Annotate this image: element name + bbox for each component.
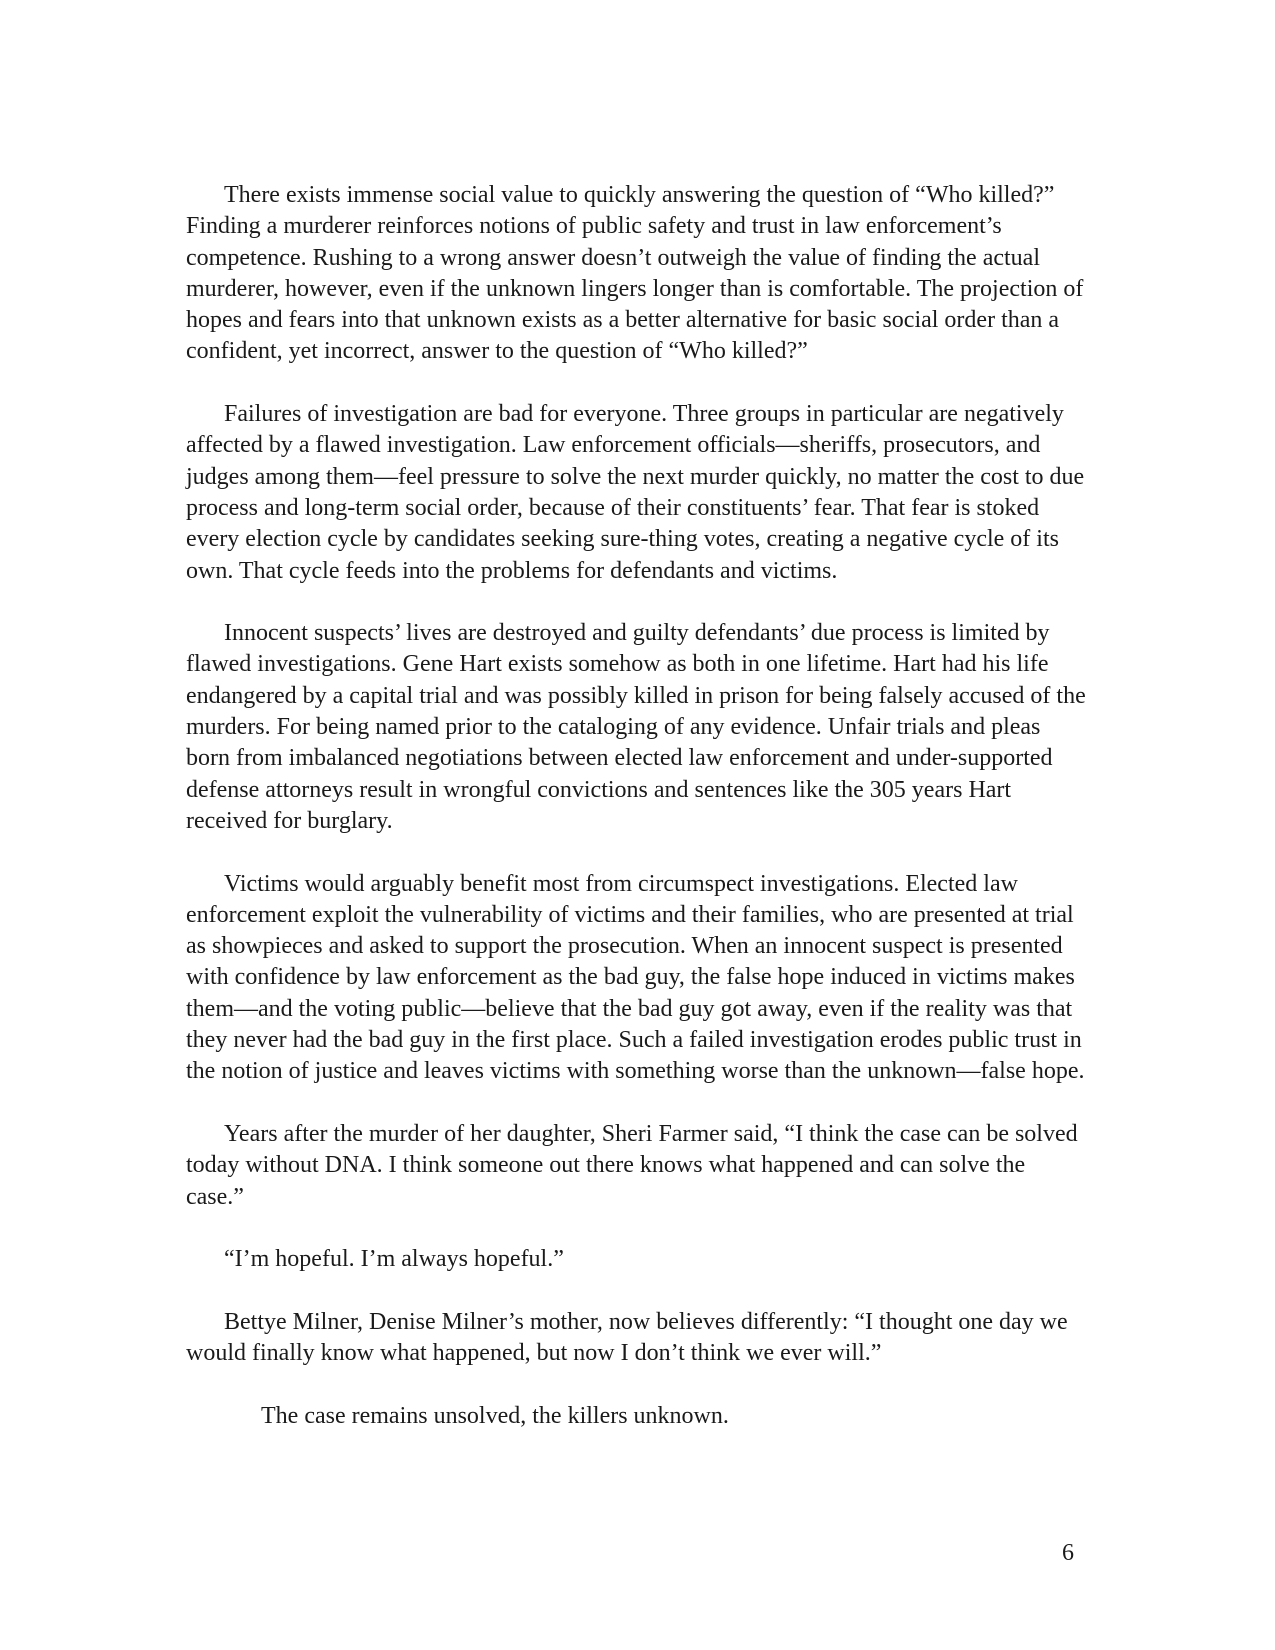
paragraph-victims: Victims would arguably benefit most from circumspect investigations. Elected law enforcement exploit the vulnerability of victims and their families, who are presented at trial as showpieces and asked to support the prosecution. When an innocent suspect is presented with confidence by law enforcement as the bad guy, the false hope induced in victims makes them—and the voting public—believe that the bad guy got away, even if the reality was that they never had the bad guy in the first place. Such a failed investigation erodes public trust in the notion of justice and leaves victims with something worse than the unknown—false hope.: [186, 870, 1085, 1085]
paragraph-social-value: There exists immense social value to quickly answering the question of “Who killed?” Finding a murderer reinforces notions of public safety and trust in law enforcement’s competence. Rushing to a wrong answer doesn’t outweigh the value of finding the actual murderer, however, even if the unknown lingers longer than is comfortable. The projection of hopes and fears into that unknown exists as a better alternative for basic social order than a confident, yet incorrect, answer to the question of “Who killed?”: [186, 182, 1084, 365]
paragraph-bettye-milner-quote: Bettye Milner, Denise Milner’s mother, now believes differently: “I thought one day we would finally know what happened, but now I don’t think we ever will.”: [186, 1308, 1068, 1366]
page-number: 6: [1062, 1540, 1074, 1566]
paragraph-innocent-suspects: Innocent suspects’ lives are destroyed and guilty defendants’ due process is limited by flawed investigations. Gene Hart exists somehow as both in one lifetime. Hart had his life endangered by a capital trial and was possibly killed in prison for being falsely accused of the murders. For being named prior to the cataloging of any evidence. Unfair trials and pleas born from imbalanced negotiations between elected law enforcement and under-supported defense attorneys result in wrongful convictions and sentences like the 305 years Hart received for burglary.: [186, 620, 1086, 834]
paragraph-closing-line: The case remains unsolved, the killers unknown.: [261, 1402, 729, 1429]
paragraph-failures-of-investigation: Failures of investigation are bad for everyone. Three groups in particular are negatively affected by a flawed investigation. Law enforcement officials—sheriffs, prosecutors, and judges among them—feel pressure to solve the next murder quickly, no matter the cost to due process and long-term social order, because of their constituents’ fear. That fear is stoked every election cycle by candidates seeking sure-thing votes, creating a negative cycle of its own. That cycle feeds into the problems for defendants and victims.: [186, 401, 1085, 584]
paragraph-sheri-farmer-quote: Years after the murder of her daughter, Sheri Farmer said, “I think the case can be solved today without DNA. I think someone out there knows what happened and can solve the case.”: [186, 1120, 1078, 1210]
paragraph-hopeful-quote: “I’m hopeful. I’m always hopeful.”: [224, 1246, 564, 1273]
body-text: [186, 180, 1086, 1463]
